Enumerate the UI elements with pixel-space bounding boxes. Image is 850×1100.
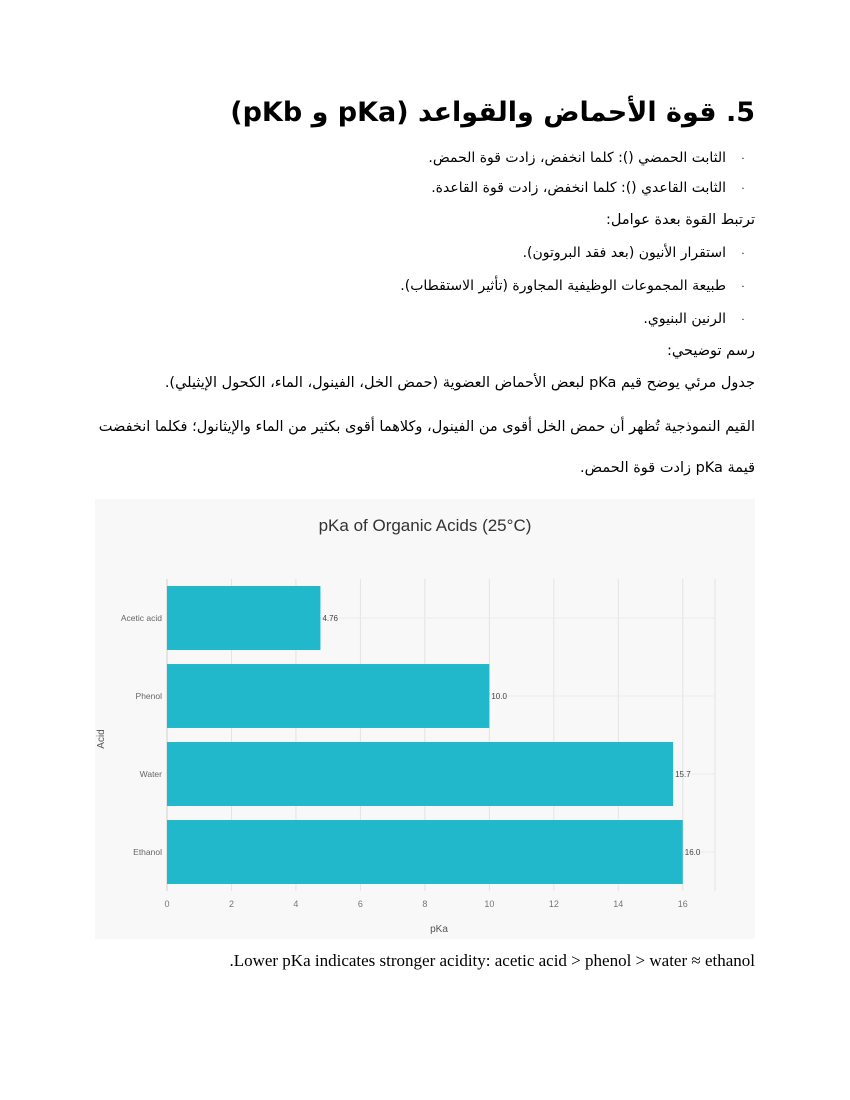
bar-ethanol xyxy=(167,820,683,884)
typical-values-paragraph: القيم النموذجية تُظهر أن حمض الخل أقوى من الفينول، وكلاهما أقوى بكثير من الماء والإيثانول؛ فكلما انخفضت قيمة pKa زادت قوة الحمض. xyxy=(98,419,755,476)
x-tick-label: 12 xyxy=(548,899,559,909)
x-tick-label: 6 xyxy=(357,899,363,909)
y-tick-label: Water xyxy=(139,769,162,779)
bullet-text: استقرار الأنيون (بعد فقد البروتون). xyxy=(522,245,726,261)
x-axis-label: pKa xyxy=(430,924,448,935)
chart-caption: Lower pKa indicates stronger acidity: acetic acid > phenol > water ≈ ethanol. xyxy=(229,951,755,970)
bullet-icon: · xyxy=(741,282,745,293)
x-tick-label: 0 xyxy=(164,899,170,909)
chart-container xyxy=(95,499,755,939)
bullet-text: الرنين البنيوي. xyxy=(643,311,726,327)
pka-bar-chart xyxy=(95,499,755,939)
data-label: 16.0 xyxy=(684,848,701,857)
y-tick-label: Phenol xyxy=(135,691,162,701)
y-tick-label: Ethanol xyxy=(133,847,162,857)
data-label: 10.0 xyxy=(491,692,507,701)
page-title: 5. قوة الأحماض والقواعد (pKa و pKb) xyxy=(230,97,755,128)
bullet-text: الثابت القاعدي (): كلما انخفض، زادت قوة القاعدة. xyxy=(431,180,726,196)
bullet-icon: · xyxy=(741,249,745,260)
x-tick-label: 4 xyxy=(293,899,299,909)
y-tick-label: Acetic acid xyxy=(120,613,162,623)
bullet-icon: · xyxy=(741,184,745,195)
x-tick-label: 8 xyxy=(422,899,428,909)
bar-phenol xyxy=(167,664,489,728)
list-item xyxy=(95,273,760,299)
bullet-icon: · xyxy=(741,154,745,165)
bullet-text: طبيعة المجموعات الوظيفية المجاورة (تأثير الاستقطاب). xyxy=(400,278,726,294)
bar-acetic-acid xyxy=(167,586,320,650)
chart-description: جدول مرئي يوضح قيم pKa لبعض الأحماض العضوية (حمض الخل، الفينول، الماء، الكحول الإيثيلي). xyxy=(164,375,755,391)
bullet-text: الثابت الحمضي (): كلما انخفض، زادت قوة الحمض. xyxy=(428,150,726,166)
factors-intro: ترتبط القوة بعدة عوامل: xyxy=(606,212,755,228)
x-tick-label: 16 xyxy=(677,899,688,909)
list-item xyxy=(95,175,760,201)
list-item xyxy=(95,306,760,332)
y-axis-label: Acid xyxy=(96,729,107,749)
data-label: 15.7 xyxy=(675,770,691,779)
bar-water xyxy=(167,742,673,806)
x-tick-label: 2 xyxy=(228,899,234,909)
chart-title: pKa of Organic Acids (25°C) xyxy=(318,516,532,535)
list-item xyxy=(95,240,760,266)
bullet-icon: · xyxy=(741,315,745,326)
illustration-label: رسم توضيحي: xyxy=(667,343,755,359)
data-label: 4.76 xyxy=(322,614,339,623)
x-tick-label: 10 xyxy=(484,899,495,909)
list-item xyxy=(95,145,760,171)
x-tick-label: 14 xyxy=(613,899,624,909)
